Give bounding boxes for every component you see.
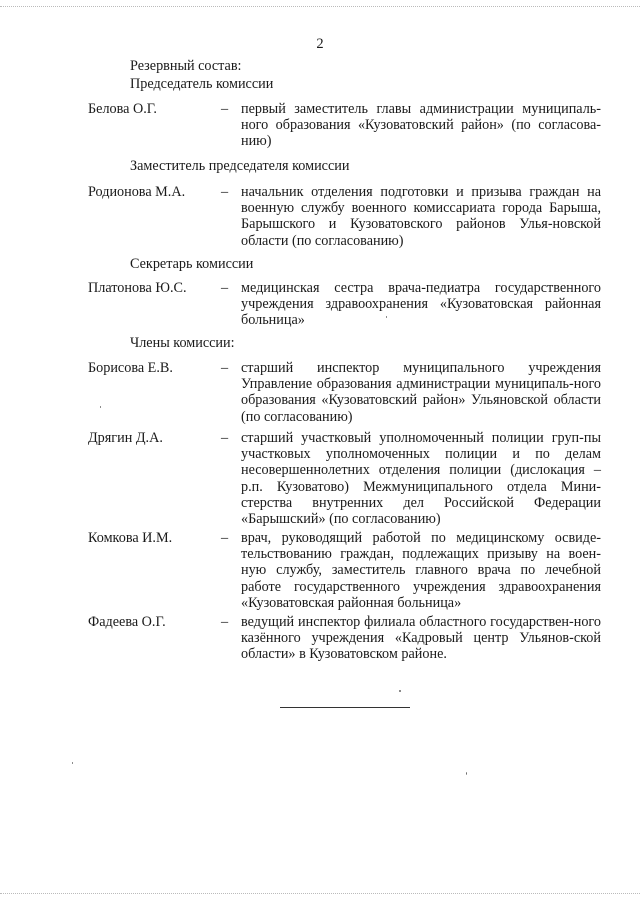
- closing-rule: [280, 707, 410, 708]
- dash: –: [221, 280, 229, 296]
- scan-speck: [72, 762, 73, 764]
- scan-edge-bottom: [0, 893, 640, 895]
- person-role: врач, руководящий работой по медицинскому освиде-тельствованию граждан, подлежащих призыву на воен-ную службу, заместитель главного врача по лечебной работе государственного учреждения здравоохранения «Кузоватовская районная больница»: [241, 530, 601, 611]
- person-name: Дрягин Д.А.: [88, 430, 163, 446]
- scan-speck: [386, 316, 387, 318]
- person-role: ведущий инспектор филиала областного государствен-ного казённого учреждения «Кадровый центр Ульянов-ской области» в Кузоватовском районе.: [241, 614, 601, 663]
- person-name: Родионова М.А.: [88, 184, 186, 200]
- chair-heading: Председатель комиссии: [130, 76, 274, 92]
- person-role: медицинская сестра врача-педиатра государственного учреждения здравоохранения «Кузоватовская районная больница»: [241, 280, 601, 329]
- deputy-heading: Заместитель председателя комиссии: [130, 158, 350, 174]
- page-number: 2: [316, 36, 324, 52]
- scan-edge-top: [0, 6, 640, 8]
- dash: –: [221, 360, 229, 376]
- person-role: начальник отделения подготовки и призыва граждан на военную службу военного комиссариата города Барыша, Барышского и Кузоватовского районов Улья-новской области (по согласованию): [241, 184, 601, 249]
- person-role: первый заместитель главы администрации муниципаль-ного образования «Кузоватовский район» (по согласова-нию): [241, 101, 601, 150]
- person-name: Борисова Е.В.: [88, 360, 173, 376]
- dash: –: [221, 614, 229, 630]
- reserve-title: Резервный состав:: [130, 58, 242, 74]
- dash: –: [221, 530, 229, 546]
- dash: –: [221, 101, 229, 117]
- scan-speck: [399, 690, 401, 692]
- person-name: Фадеева О.Г.: [88, 614, 166, 630]
- person-name: Белова О.Г.: [88, 101, 157, 117]
- scan-speck: [466, 772, 467, 775]
- scan-speck: [100, 406, 101, 408]
- secretary-heading: Секретарь комиссии: [130, 256, 254, 272]
- dash: –: [221, 430, 229, 446]
- person-name: Комкова И.М.: [88, 530, 173, 546]
- person-name: Платонова Ю.С.: [88, 280, 187, 296]
- person-role: старший инспектор муниципального учреждения Управление образования администрации муниципаль-ного образования «Кузоватовский район» Ульяновской области (по согласованию): [241, 360, 601, 425]
- members-heading: Члены комиссии:: [130, 335, 235, 351]
- dash: –: [221, 184, 229, 200]
- person-role: старший участковый уполномоченный полиции груп-пы участковых уполномоченных полиции и по делам несовершеннолетних отделения полиции (дислокация – р.п. Кузоватово) Межмуниципального отдела Мини-стерства внутренних дел Российской Федерации «Барышский» (по согласованию): [241, 430, 601, 528]
